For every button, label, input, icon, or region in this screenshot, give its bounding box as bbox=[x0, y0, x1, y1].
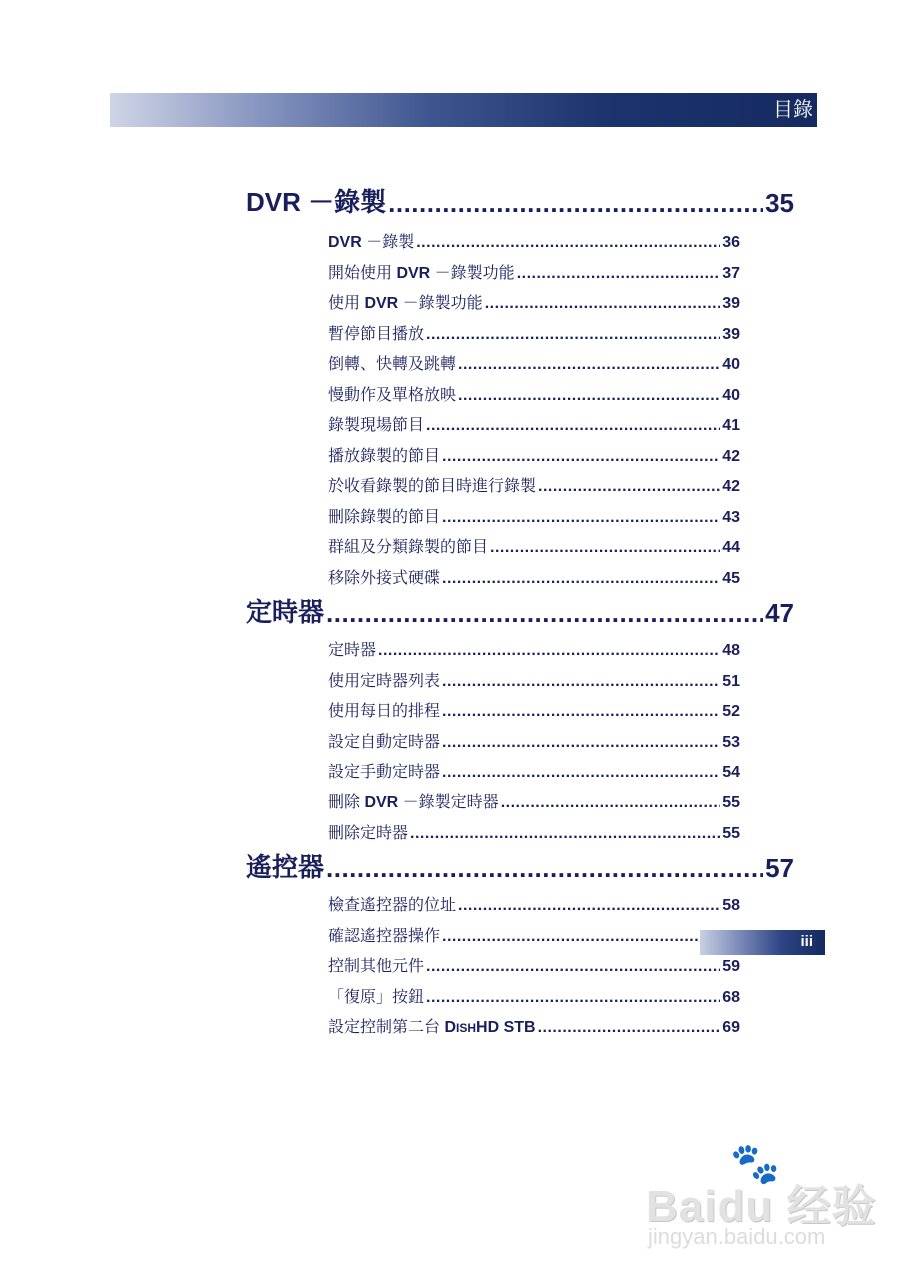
toc-entry[interactable] bbox=[328, 352, 740, 374]
toc-entry[interactable] bbox=[328, 1015, 740, 1037]
entry-title: 確認遙控器操作 bbox=[328, 928, 441, 945]
entry-page: 69 bbox=[722, 1019, 740, 1036]
entry-page: 36 bbox=[722, 234, 740, 251]
dot-leader bbox=[426, 958, 720, 976]
toc-entry[interactable] bbox=[328, 638, 740, 660]
entry-page: 44 bbox=[722, 539, 740, 556]
entry-title: 控制其他元件 bbox=[328, 958, 425, 975]
entry-page: 52 bbox=[722, 703, 740, 720]
dot-leader bbox=[517, 265, 721, 283]
dot-leader bbox=[458, 387, 720, 405]
entry-page: 40 bbox=[722, 387, 740, 404]
entry-title: 使用 DVR －錄製功能 bbox=[328, 295, 483, 312]
entry-page: 68 bbox=[722, 989, 740, 1006]
chapter-title: 遙控器 bbox=[246, 852, 325, 882]
dot-leader bbox=[458, 356, 720, 374]
toc-entry[interactable] bbox=[328, 322, 740, 344]
entry-title: 於收看錄製的節目時進行錄製 bbox=[328, 478, 537, 495]
entry-page: 55 bbox=[722, 825, 740, 842]
toc-chapter[interactable] bbox=[246, 595, 794, 629]
toc-entry[interactable] bbox=[328, 505, 740, 527]
entry-title: 開始使用 DVR －錄製功能 bbox=[328, 265, 515, 282]
dot-leader bbox=[416, 234, 720, 252]
dot-leader bbox=[490, 539, 720, 557]
toc-entry[interactable] bbox=[328, 699, 740, 721]
entry-title: 刪除 DVR －錄製定時器 bbox=[328, 794, 499, 811]
entry-title: 群組及分類錄製的節目 bbox=[328, 539, 489, 556]
entry-title: 使用每日的排程 bbox=[328, 703, 441, 720]
toc-entry[interactable] bbox=[328, 291, 740, 313]
entry-title: 刪除錄製的節目 bbox=[328, 509, 441, 526]
toc-entry[interactable] bbox=[328, 474, 740, 496]
entry-title: 設定自動定時器 bbox=[328, 734, 441, 751]
dot-leader bbox=[426, 417, 720, 435]
dot-leader bbox=[442, 509, 720, 527]
entry-page: 58 bbox=[722, 897, 740, 914]
dot-leader bbox=[442, 764, 720, 782]
header-title: 目錄 bbox=[773, 99, 813, 121]
toc-entry[interactable] bbox=[328, 444, 740, 466]
entry-page: 45 bbox=[722, 570, 740, 587]
entry-page: 43 bbox=[722, 509, 740, 526]
entry-page: 41 bbox=[722, 417, 740, 434]
dot-leader bbox=[426, 989, 720, 1007]
entry-title: 播放錄製的節目 bbox=[328, 448, 441, 465]
dot-leader bbox=[458, 897, 720, 915]
entry-title: 設定控制第二台 DISHHD STB bbox=[328, 1019, 536, 1036]
entry-page: 54 bbox=[722, 764, 740, 781]
chapter-title: DVR －錄製 bbox=[246, 187, 387, 217]
toc-entry[interactable] bbox=[328, 669, 740, 691]
entry-title: 倒轉、快轉及跳轉 bbox=[328, 356, 457, 373]
toc-entry[interactable] bbox=[328, 730, 740, 752]
dot-leader bbox=[442, 448, 720, 466]
dot-leader bbox=[326, 853, 763, 884]
dot-leader bbox=[426, 326, 720, 344]
entry-page: 53 bbox=[722, 734, 740, 751]
entry-title: 檢查遙控器的位址 bbox=[328, 897, 457, 914]
chapter-title: 定時器 bbox=[246, 597, 325, 627]
watermark bbox=[638, 1140, 877, 1250]
toc-entry[interactable] bbox=[328, 790, 740, 812]
paw-icon: 🐾 bbox=[730, 1142, 780, 1186]
toc-entry[interactable] bbox=[328, 821, 740, 843]
dot-leader bbox=[378, 642, 720, 660]
chapter-page: 57 bbox=[765, 853, 794, 883]
entry-page: 59 bbox=[722, 958, 740, 975]
dot-leader bbox=[442, 703, 720, 721]
toc-entry[interactable] bbox=[328, 893, 740, 915]
entry-title: DVR －錄製 bbox=[328, 234, 415, 251]
header-bar bbox=[110, 93, 817, 127]
footer-page-number: iii bbox=[800, 933, 813, 950]
entry-page: 39 bbox=[722, 295, 740, 312]
entry-page: 42 bbox=[722, 478, 740, 495]
entry-page: 51 bbox=[722, 673, 740, 690]
toc-entry[interactable] bbox=[328, 566, 740, 588]
dot-leader bbox=[442, 673, 720, 691]
toc-entry[interactable] bbox=[328, 230, 740, 252]
toc-entry[interactable] bbox=[328, 535, 740, 557]
toc-entry[interactable] bbox=[328, 413, 740, 435]
chapter-page: 47 bbox=[765, 598, 794, 628]
dot-leader bbox=[326, 598, 763, 629]
entry-title: 慢動作及單格放映 bbox=[328, 387, 457, 404]
entry-page: 40 bbox=[722, 356, 740, 373]
dot-leader bbox=[442, 928, 720, 946]
toc-entry[interactable] bbox=[328, 954, 740, 976]
toc-chapter[interactable] bbox=[246, 850, 794, 884]
entry-title: 定時器 bbox=[328, 642, 377, 659]
entry-title: 使用定時器列表 bbox=[328, 673, 441, 690]
toc-entry[interactable] bbox=[328, 924, 740, 946]
entry-page: 48 bbox=[722, 642, 740, 659]
dot-leader bbox=[485, 295, 721, 313]
dot-leader bbox=[442, 570, 720, 588]
entry-title: 錄製現場節目 bbox=[328, 417, 425, 434]
entry-title: 「復原」按鈕 bbox=[328, 989, 425, 1006]
watermark-brand: Baidu 经验 bbox=[646, 1182, 877, 1231]
toc-entry[interactable] bbox=[328, 383, 740, 405]
entry-page: 55 bbox=[722, 794, 740, 811]
entry-page: 42 bbox=[722, 448, 740, 465]
dot-leader bbox=[442, 734, 720, 752]
dot-leader bbox=[501, 794, 721, 812]
entry-title: 移除外接式硬碟 bbox=[328, 570, 441, 587]
toc-entry[interactable] bbox=[328, 760, 740, 782]
dot-leader bbox=[538, 478, 720, 496]
watermark-url: jingyan.baidu.com bbox=[648, 1224, 826, 1249]
entry-title: 暫停節目播放 bbox=[328, 326, 425, 343]
chapter-page: 35 bbox=[765, 188, 794, 218]
entry-title: 設定手動定時器 bbox=[328, 764, 441, 781]
entry-page: 37 bbox=[722, 265, 740, 282]
entry-title: 刪除定時器 bbox=[328, 825, 409, 842]
footer-bar bbox=[700, 930, 825, 955]
entry-page: 39 bbox=[722, 326, 740, 343]
dot-leader bbox=[388, 188, 763, 219]
dot-leader bbox=[538, 1019, 721, 1037]
toc-entry[interactable] bbox=[328, 985, 740, 1007]
dot-leader bbox=[410, 825, 720, 843]
toc-chapter[interactable] bbox=[246, 185, 794, 219]
toc-entry[interactable] bbox=[328, 261, 740, 283]
